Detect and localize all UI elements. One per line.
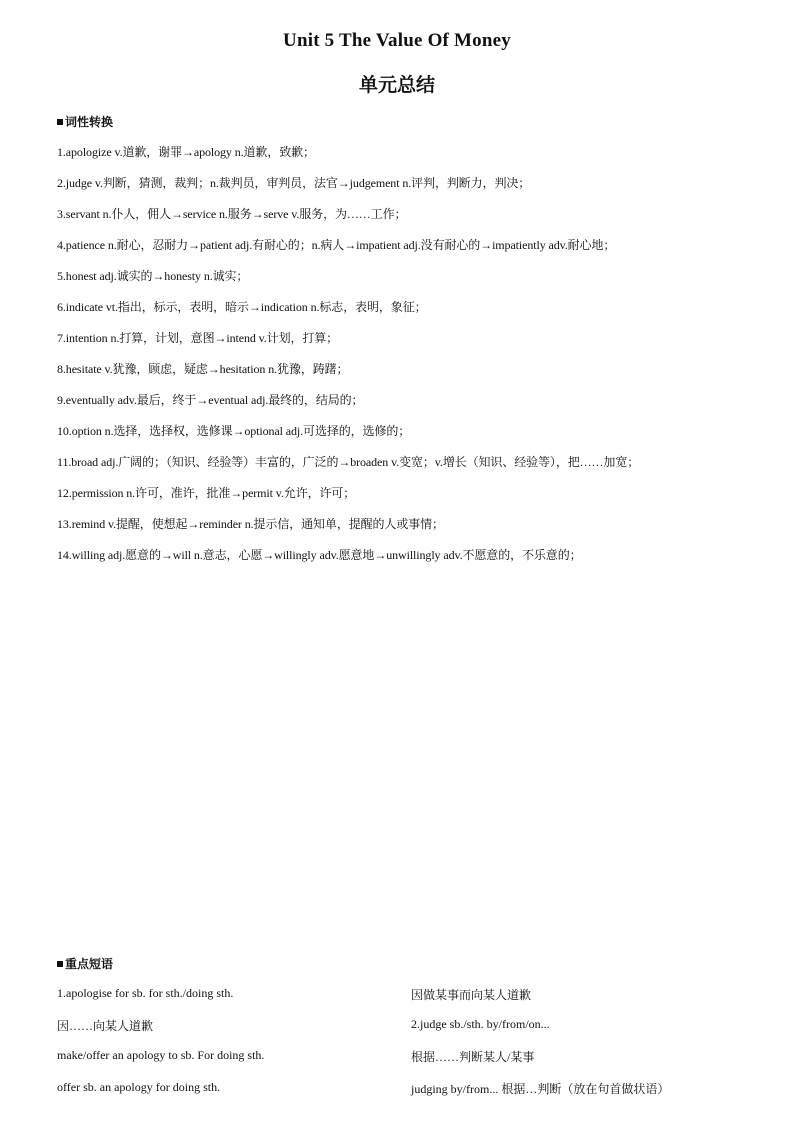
phrase-right: 因做某事而向某人道歉 xyxy=(411,988,532,1002)
section-heading-label: 词性转换 xyxy=(65,115,114,129)
list-item: 5.honest adj.诚实的→honesty n.诚实； xyxy=(57,269,249,283)
phrase-right: 2.judge sb./sth. by/from/on... xyxy=(411,1017,550,1031)
phrase-left: make/offer an apology to sb. For doing sth. xyxy=(57,1048,265,1062)
page-title: Unit 5 The Value Of Money xyxy=(283,30,511,51)
list-item: 3.servant n.仆人，佣人→service n.服务→serve v.服务，为……工作； xyxy=(57,207,407,221)
list-item: 1.apologize v.道歉，谢罪→apology n.道歉，致歉； xyxy=(57,145,315,159)
square-bullet-icon xyxy=(57,961,63,967)
phrase-left: offer sb. an apology for doing sth. xyxy=(57,1080,221,1094)
word-form-list xyxy=(57,143,792,577)
square-bullet-icon xyxy=(57,119,63,125)
phrase-row xyxy=(57,1080,757,1100)
phrase-row xyxy=(57,1017,757,1037)
list-item: 6.indicate vt.指出，标示，表明，暗示→indication n.标志，表明，象征； xyxy=(57,300,427,314)
section-heading-word-forms xyxy=(57,113,113,130)
list-item: 12.permission n.许可，准许，批准→permit v.允许，许可； xyxy=(57,486,356,500)
phrase-row xyxy=(57,986,757,1006)
list-item: 10.option n.选择，选择权，选修课→optional adj.可选择的，选修的； xyxy=(57,424,411,438)
list-item: 7.intention n.打算，计划，意图→intend v.计划，打算； xyxy=(57,331,339,345)
list-item: 8.hesitate v.犹豫，顾虑，疑虑→hesitation n.犹豫，踌躇； xyxy=(57,362,349,376)
list-item: 13.remind v.提醒，使想起→reminder n.提示信，通知单，提醒的人或事情； xyxy=(57,517,444,531)
phrase-right: 根据……判断某人/某事 xyxy=(411,1050,535,1064)
phrase-row xyxy=(57,1048,757,1068)
section-heading-key-phrases xyxy=(57,955,113,972)
section-heading-label: 重点短语 xyxy=(65,957,114,971)
list-item: 2.judge v.判断，猜测，裁判；n.裁判员，审判员，法官→judgement n.评判，判断力，判决； xyxy=(57,176,531,190)
list-item: 4.patience n.耐心，忍耐力→patient adj.有耐心的；n.病人→impatient adj.没有耐心的→impatiently adv.耐心地； xyxy=(57,238,616,252)
list-item: 14.willing adj.愿意的→will n.意志，心愿→willingly adv.愿意地→unwillingly adv.不愿意的，不乐意的； xyxy=(57,548,582,562)
phrase-left: 因……向某人道歉 xyxy=(57,1019,154,1033)
phrase-left: 1.apologise for sb. for sth./doing sth. xyxy=(57,986,234,1000)
list-item: 9.eventually adv.最后，终于→eventual adj.最终的，结局的； xyxy=(57,393,364,407)
page-subtitle: 单元总结 xyxy=(358,74,435,96)
list-item: 11.broad adj.广阔的；（知识、经验等）丰富的，广泛的→broaden v.变宽；v.增长（知识、经验等），把……加宽； xyxy=(57,455,640,469)
phrase-right: judging by/from... 根据…判断（放在句首做状语） xyxy=(411,1082,670,1096)
